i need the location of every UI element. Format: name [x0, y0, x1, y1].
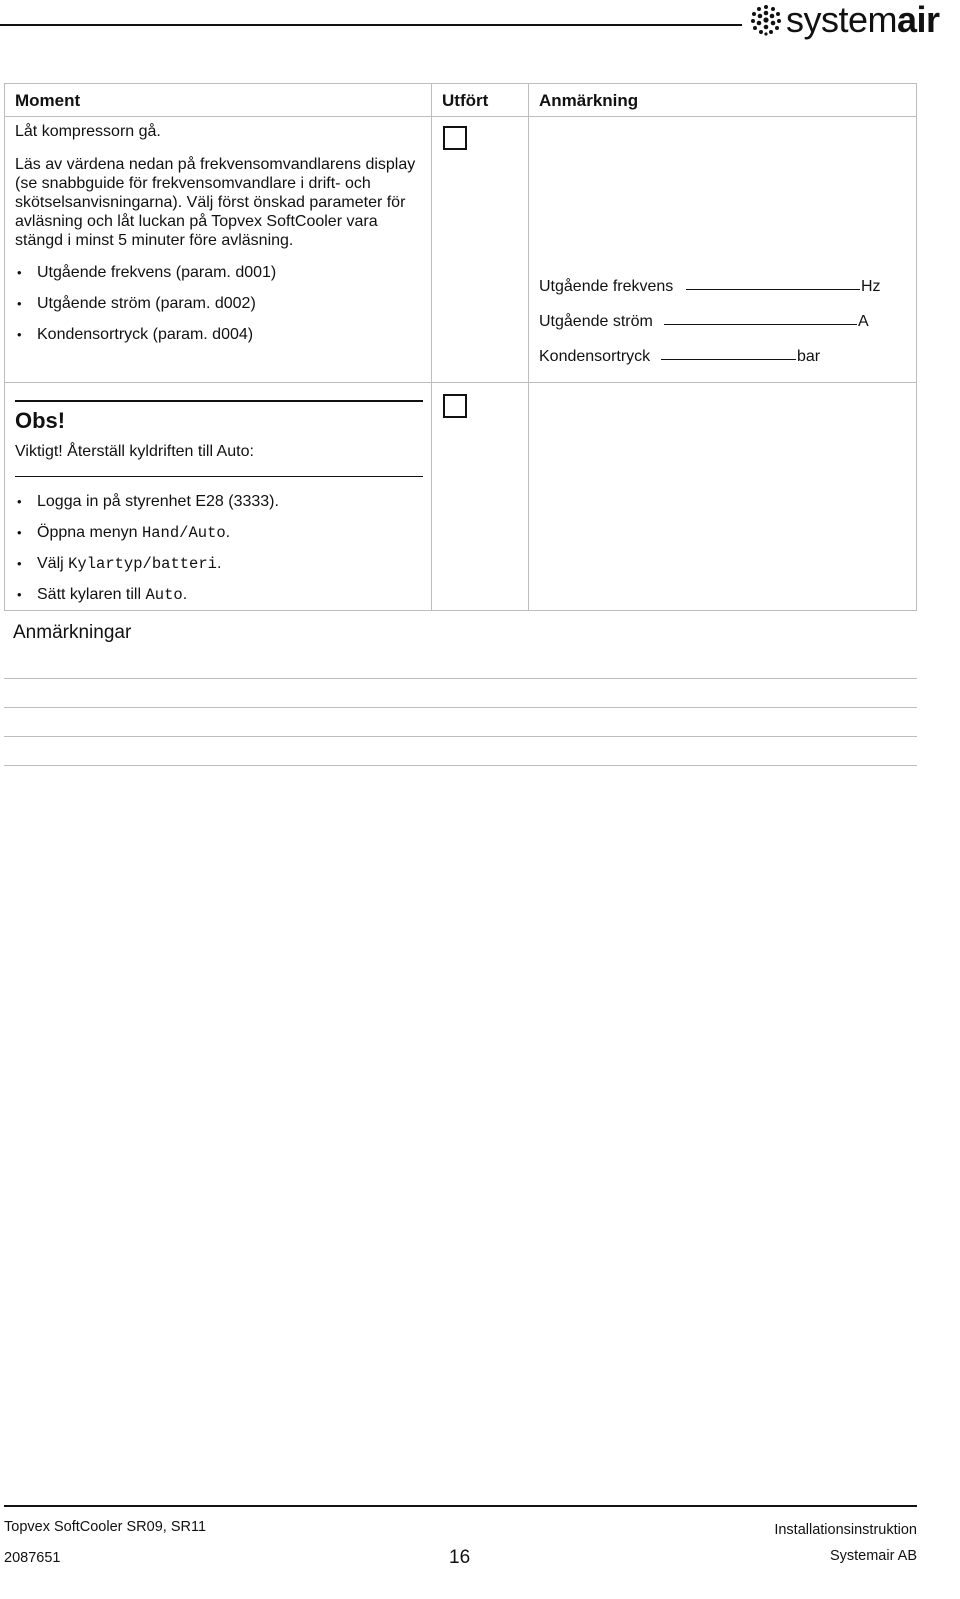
list-item: • Utgående ström (param. d002) — [15, 288, 421, 319]
logo-dots-icon — [750, 4, 782, 36]
moment-cell — [5, 117, 432, 383]
header-rule — [0, 24, 742, 26]
done-checkbox[interactable] — [443, 126, 467, 150]
list-item: • Välj Kylartyp/batteri. — [15, 548, 421, 579]
list-item: • Öppna menyn Hand/Auto. — [15, 517, 421, 548]
footer-rule — [4, 1505, 917, 1507]
utfort-cell — [432, 117, 529, 383]
fill-in-line[interactable] — [664, 324, 857, 325]
header-anmarkning: Anmärkning — [529, 84, 917, 117]
fill-in-line[interactable] — [661, 359, 796, 360]
obs-text: Viktigt! Återställ kyldriften till Auto: — [15, 442, 254, 460]
footer-doc-number: 2087651 — [4, 1550, 61, 1566]
footer-company: Systemair AB — [829, 1548, 917, 1564]
systemair-logo — [750, 0, 940, 40]
remarks-title: Anmärkningar — [13, 622, 132, 643]
header-utfort: Utfört — [432, 84, 529, 117]
moment-cell — [5, 383, 432, 611]
table-header-row — [5, 84, 917, 117]
fill-in-line[interactable] — [686, 289, 860, 290]
footer-doc-type: Installationsinstruktion — [774, 1522, 917, 1538]
obs-title: Obs! — [15, 407, 66, 433]
remarks-line[interactable] — [4, 765, 917, 766]
step-text: Låt kompressorn gå. — [15, 123, 161, 140]
note-top-rule — [15, 400, 423, 402]
footer-product: Topvex SoftCooler SR09, SR11 — [4, 1519, 207, 1535]
remarks-line[interactable] — [4, 678, 917, 679]
utfort-cell — [432, 383, 529, 611]
reset-steps-list — [15, 486, 421, 610]
remarks-line[interactable] — [4, 707, 917, 708]
page-number: 16 — [449, 1547, 471, 1568]
table-row — [5, 117, 917, 383]
list-item: • Kondensortryck (param. d004) — [15, 319, 421, 350]
instruction-paragraph: Läs av värdena nedan på frekvensomvandlarens display (se snabbguide för frekvensomvandlare i drift- och skötselsanvisningarna). Välj först önskad parameter för avläsning och låt luckan på Topvex SoftCooler vara stängd i minst 5 minuter före avläsning. — [15, 156, 416, 249]
anmarkning-cell — [529, 383, 917, 611]
menu-code: Hand/Auto — [141, 524, 226, 542]
list-item: • Sätt kylaren till Auto. — [15, 579, 421, 610]
done-checkbox[interactable] — [443, 394, 467, 418]
list-item: • Utgående frekvens (param. d001) — [15, 257, 421, 288]
note-bottom-rule — [15, 476, 423, 478]
checklist-table — [4, 83, 917, 611]
header-moment: Moment — [5, 84, 432, 117]
reading-kondensortryck: Kondensortryck bar — [539, 348, 821, 365]
menu-code: Auto — [145, 586, 183, 604]
reading-frekvens: Utgående frekvens Hz — [539, 278, 881, 295]
parameter-list — [15, 257, 421, 350]
list-item: • Logga in på styrenhet E28 (3333). — [15, 486, 421, 517]
menu-code: Kylartyp/batteri — [68, 555, 217, 573]
reading-strom: Utgående ström A — [539, 313, 869, 330]
remarks-line[interactable] — [4, 736, 917, 737]
table-row — [5, 383, 917, 611]
anmarkning-cell — [529, 117, 917, 383]
logo-wordmark: systemair — [786, 0, 940, 40]
